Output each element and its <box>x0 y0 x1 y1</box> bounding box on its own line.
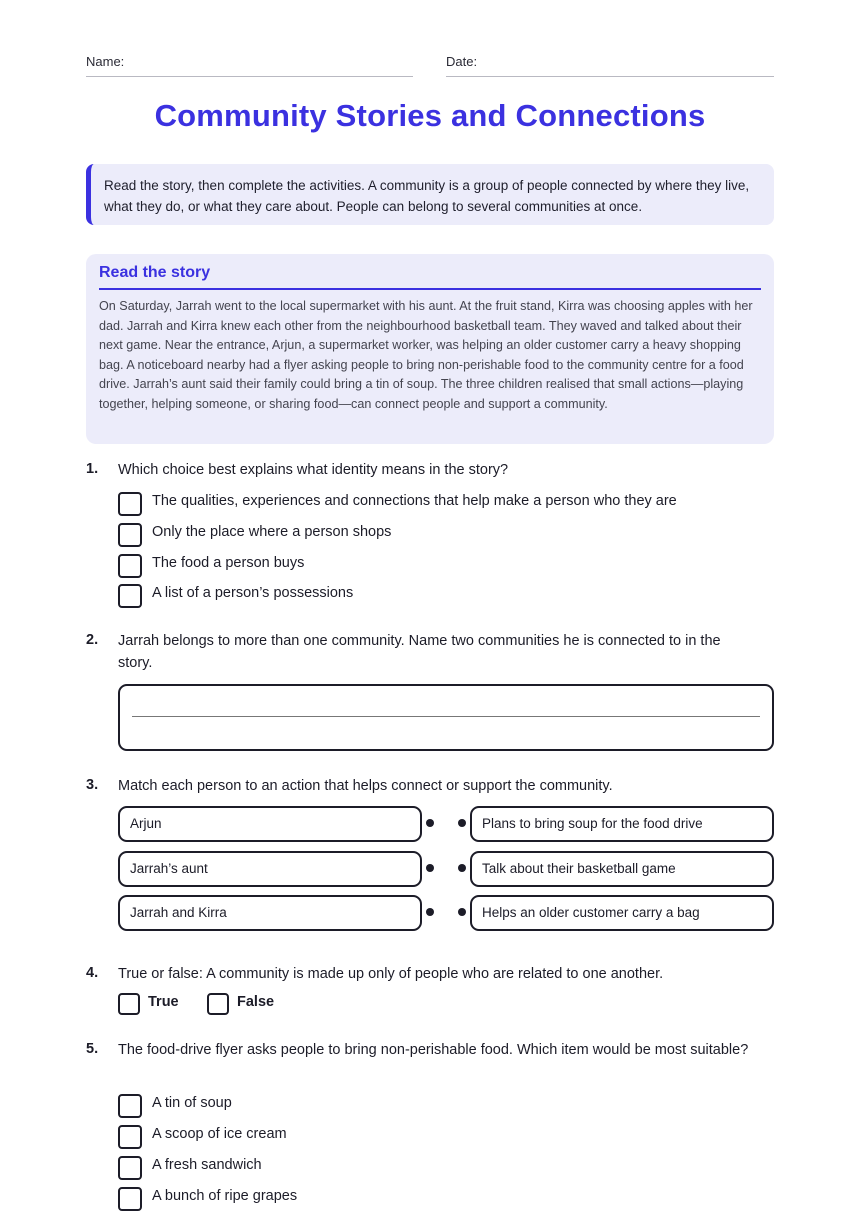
option-label: The qualities, experiences and connections that help make a person who they are <box>152 493 677 509</box>
match-person-box[interactable] <box>118 806 422 842</box>
question-text: Jarrah belongs to more than one community. Name two communities he is connected to in the story. <box>118 633 721 671</box>
question-text: The food-drive flyer asks people to bring non-perishable food. Which item would be most suitable? <box>118 1042 749 1058</box>
match-person-box[interactable] <box>118 895 422 931</box>
match-connector-dot[interactable] <box>426 819 434 827</box>
page-title: Community Stories and Connections <box>154 98 706 133</box>
checkbox[interactable] <box>118 523 142 547</box>
checkbox[interactable] <box>118 1094 142 1118</box>
match-action-box[interactable] <box>470 851 774 887</box>
match-connector-dot[interactable] <box>458 819 466 827</box>
match-person: Jarrah and Kirra <box>130 905 227 920</box>
intro-callout: Read the story, then complete the activities. A community is a group of people connected by where they live, what they do, or what they care about. People can belong to several communities at once. <box>86 164 774 225</box>
question-number: 3. <box>86 777 99 793</box>
match-connector-dot[interactable] <box>458 864 466 872</box>
match-action-box[interactable] <box>470 806 774 842</box>
match-row <box>118 806 774 842</box>
story-text: On Saturday, Jarrah went to the local supermarket with his aunt. At the fruit stand, Kirra was choosing apples with her dad. Jarrah and Kirra knew each other from the neighbourhood basketball team. They waved and talked about their next game. Near the entrance, Arjun, a supermarket worker, was helping an older customer carry a heavy shopping bag. A noticeboard nearby had a flyer asking people to bring non-perishable food to the community centre for a food drive. Jarrah’s aunt said their family could bring a tin of soup. The three children realised that small actions—playing together, helping someone, or sharing food—can connect people and support a community. <box>99 299 753 411</box>
match-connector-dot[interactable] <box>426 864 434 872</box>
option-label: A fresh sandwich <box>152 1157 262 1173</box>
name-field[interactable] <box>86 54 413 77</box>
match-action: Plans to bring soup for the food drive <box>482 816 703 831</box>
match-connector-dot[interactable] <box>426 908 434 916</box>
option-label: Only the place where a person shops <box>152 524 392 540</box>
header-fields <box>86 54 774 78</box>
match-connector-dot[interactable] <box>458 908 466 916</box>
match-person: Jarrah’s aunt <box>130 861 208 876</box>
match-row <box>118 895 774 931</box>
option-label: A tin of soup <box>152 1095 232 1111</box>
match-person-box[interactable] <box>118 851 422 887</box>
match-person: Arjun <box>130 816 162 831</box>
answer-line <box>132 716 760 717</box>
checkbox[interactable] <box>118 1187 142 1211</box>
question-number: 5. <box>86 1041 99 1057</box>
true-label: True <box>148 994 179 1010</box>
question-number: 4. <box>86 965 99 981</box>
checkbox[interactable] <box>207 993 229 1015</box>
question-number: 1. <box>86 461 99 477</box>
checkbox[interactable] <box>118 1156 142 1180</box>
option-label: A scoop of ice cream <box>152 1126 287 1142</box>
match-action: Helps an older customer carry a bag <box>482 905 700 920</box>
question-text: Match each person to an action that helps connect or support the community. <box>118 778 613 794</box>
false-label: False <box>237 994 275 1010</box>
date-label: Date: <box>446 54 478 69</box>
name-label: Name: <box>86 54 125 69</box>
question-number: 2. <box>86 632 99 648</box>
match-action: Talk about their basketball game <box>482 861 676 876</box>
checkbox[interactable] <box>118 584 142 608</box>
question-text: Which choice best explains what identity means in the story? <box>118 462 509 478</box>
option-label: The food a person buys <box>152 555 305 571</box>
checkbox[interactable] <box>118 492 142 516</box>
story-heading: Read the story <box>99 264 761 290</box>
match-row <box>118 851 774 887</box>
checkbox[interactable] <box>118 993 140 1015</box>
checkbox[interactable] <box>118 554 142 578</box>
option-label: A list of a person’s possessions <box>152 585 354 601</box>
match-action-box[interactable] <box>470 895 774 931</box>
written-answer-box[interactable] <box>118 684 774 751</box>
story-panel <box>86 254 774 444</box>
date-field[interactable] <box>446 54 774 77</box>
question-text: True or false: A community is made up only of people who are related to one another. <box>118 966 664 982</box>
checkbox[interactable] <box>118 1125 142 1149</box>
option-label: A bunch of ripe grapes <box>152 1188 298 1204</box>
